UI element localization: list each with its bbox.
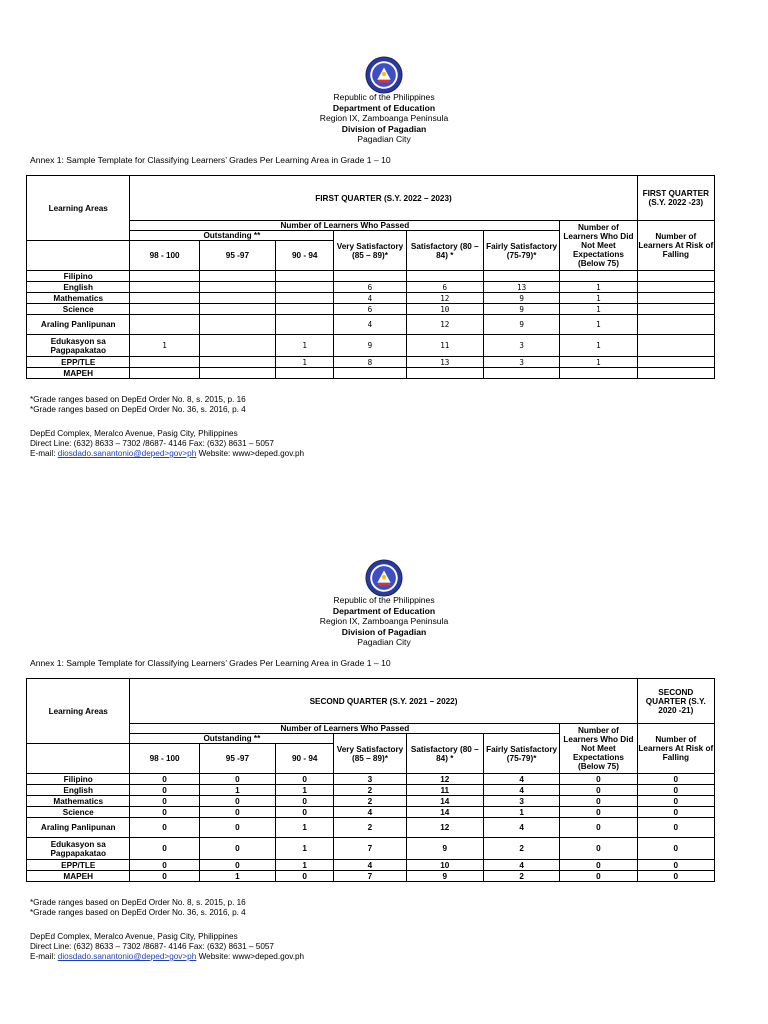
- learning-areas-header: Learning Areas: [27, 176, 130, 241]
- side-quarter-title: FIRST QUARTER (S.Y. 2022 -23): [637, 176, 714, 221]
- letterhead: [0, 595, 768, 648]
- table-row: Science 0 0 0 4 14 1 0 0: [27, 807, 715, 818]
- footnote-1: *Grade ranges based on DepEd Order No. 8, s. 2015, p. 16: [30, 395, 246, 404]
- table-row: Edukasyon sa Pagpapakatao 0 0 1 7 9 2 0 0: [27, 838, 715, 860]
- learning-area-cell: Araling Panlipunan: [27, 818, 130, 838]
- side-quarter-title: SECOND QUARTER (S.Y. 2020 -21): [637, 679, 714, 724]
- annex-title: Annex 1: Sample Template for Classifying Learners’ Grades Per Learning Area in Grade 1 – 10: [30, 658, 391, 668]
- learning-area-cell: EPP/TLE: [27, 860, 130, 871]
- learning-areas-header: Learning Areas: [27, 679, 130, 744]
- range-90-94: 90 - 94: [276, 744, 334, 774]
- republic-line: Republic of the Philippines: [333, 92, 435, 102]
- very-satisfactory-header: Very Satisfactory (85 – 89)*: [334, 734, 406, 774]
- address-line: DepEd Complex, Meralco Avenue, Pasig City, Philippines: [30, 429, 238, 438]
- department-line: Department of Education: [332, 102, 436, 113]
- email-line: [30, 952, 304, 962]
- republic-line: Republic of the Philippines: [333, 595, 435, 605]
- quarter-title: SECOND QUARTER (S.Y. 2021 – 2022): [130, 679, 637, 724]
- learning-area-cell: Araling Panlipunan: [27, 315, 130, 335]
- email-label: E-mail:: [30, 952, 56, 961]
- learning-area-cell: Edukasyon sa Pagpapakatao: [27, 838, 130, 860]
- satisfactory-header: Satisfactory (80 – 84) *: [406, 231, 483, 271]
- learning-area-cell: Science: [27, 304, 130, 315]
- region-line: Region IX, Zamboanga Peninsula: [319, 113, 449, 124]
- outstanding-header: Outstanding **: [130, 231, 334, 241]
- grades-table-first-quarter: [26, 175, 715, 379]
- table-row: Mathematics 0 0 0 2 14 3 0 0: [27, 796, 715, 807]
- email-label: E-mail:: [30, 449, 56, 458]
- deped-seal-icon: [365, 56, 403, 94]
- learning-area-cell: MAPEH: [27, 368, 130, 379]
- learning-area-cell: EPP/TLE: [27, 357, 130, 368]
- email-link[interactable]: diosdado.sanantonio@deped>gov>ph: [57, 449, 197, 458]
- phone-line: Direct Line: (632) 8633 – 7302 /8687- 4146 Fax: (632) 8631 – 5057: [30, 942, 274, 951]
- learning-area-cell: MAPEH: [27, 871, 130, 882]
- table-row: Araling Panlipunan 0 0 1 2 12 4 0 0: [27, 818, 715, 838]
- phone-line: Direct Line: (632) 8633 – 7302 /8687- 4146 Fax: (632) 8631 – 5057: [30, 439, 274, 448]
- website-text: Website: www>deped.gov.ph: [198, 449, 305, 458]
- fairly-satisfactory-header: Fairly Satisfactory (75-79)*: [483, 734, 559, 774]
- table-row: English 0 1 1 2 11 4 0 0: [27, 785, 715, 796]
- contact-info: [30, 429, 304, 459]
- at-risk-header: Number of Learners At Risk of Falling: [637, 724, 714, 774]
- learning-area-cell: Mathematics: [27, 796, 130, 807]
- fairly-satisfactory-header: Fairly Satisfactory (75-79)*: [483, 231, 559, 271]
- footnotes: [30, 395, 246, 415]
- table-row: EPP/TLE 0 0 1 4 10 4 0 0: [27, 860, 715, 871]
- learning-area-cell: English: [27, 282, 130, 293]
- at-risk-header: Number of Learners At Risk of Falling: [637, 221, 714, 271]
- learning-area-cell: Filipino: [27, 271, 130, 282]
- quarter-title: FIRST QUARTER (S.Y. 2022 – 2023): [130, 176, 637, 221]
- footnotes: [30, 898, 246, 918]
- table-row: Edukasyon sa Pagpapakatao 1 1 9 11 3 1: [27, 335, 715, 357]
- grades-table-second-quarter: [26, 678, 715, 882]
- range-98-100: 98 - 100: [130, 744, 199, 774]
- contact-info: [30, 932, 304, 962]
- footnote-1: *Grade ranges based on DepEd Order No. 8, s. 2015, p. 16: [30, 898, 246, 907]
- region-line: Region IX, Zamboanga Peninsula: [319, 616, 449, 627]
- learning-area-cell: Edukasyon sa Pagpapakatao: [27, 335, 130, 357]
- range-95-97: 95 -97: [199, 744, 275, 774]
- table-row: [27, 271, 715, 282]
- deped-seal-icon: [365, 559, 403, 597]
- website-text: Website: www>deped.gov.ph: [198, 952, 305, 961]
- range-90-94: 90 - 94: [276, 241, 334, 271]
- table-row: Filipino 0 0 0 3 12 4 0 0: [27, 774, 715, 785]
- outstanding-header: Outstanding **: [130, 734, 334, 744]
- table-row: [27, 368, 715, 379]
- satisfactory-header: Satisfactory (80 – 84) *: [406, 734, 483, 774]
- passed-header: Number of Learners Who Passed: [130, 724, 560, 734]
- city-line: Pagadian City: [357, 637, 411, 648]
- department-line: Department of Education: [332, 605, 436, 616]
- table-row: Science 6 10 9 1: [27, 304, 715, 315]
- email-line: [30, 449, 304, 459]
- address-line: DepEd Complex, Meralco Avenue, Pasig City, Philippines: [30, 932, 238, 941]
- range-95-97: 95 -97: [199, 241, 275, 271]
- email-link[interactable]: diosdado.sanantonio@deped>gov>ph: [57, 952, 197, 961]
- not-meet-header: Number of Learners Who Did Not Meet Expectations (Below 75): [560, 221, 637, 271]
- not-meet-header: Number of Learners Who Did Not Meet Expectations (Below 75): [560, 724, 637, 774]
- footnote-2: *Grade ranges based on DepEd Order No. 36, s. 2016, p. 4: [30, 405, 246, 414]
- table-row: EPP/TLE 1 8 13 3 1: [27, 357, 715, 368]
- division-line: Division of Pagadian: [341, 123, 427, 134]
- range-98-100: 98 - 100: [130, 241, 199, 271]
- city-line: Pagadian City: [357, 134, 411, 145]
- table-row: English 6 6 13 1: [27, 282, 715, 293]
- table-row: Araling Panlipunan 4 12 9 1: [27, 315, 715, 335]
- annex-title: Annex 1: Sample Template for Classifying Learners’ Grades Per Learning Area in Grade 1 – 10: [30, 155, 391, 165]
- learning-area-cell: English: [27, 785, 130, 796]
- letterhead: [0, 92, 768, 145]
- passed-header: Number of Learners Who Passed: [130, 221, 560, 231]
- table-row: MAPEH 0 1 0 7 9 2 0 0: [27, 871, 715, 882]
- division-line: Division of Pagadian: [341, 626, 427, 637]
- learning-area-cell: Filipino: [27, 774, 130, 785]
- learning-area-cell: Mathematics: [27, 293, 130, 304]
- table-row: Mathematics 4 12 9 1: [27, 293, 715, 304]
- footnote-2: *Grade ranges based on DepEd Order No. 36, s. 2016, p. 4: [30, 908, 246, 917]
- learning-area-cell: Science: [27, 807, 130, 818]
- very-satisfactory-header: Very Satisfactory (85 – 89)*: [334, 231, 406, 271]
